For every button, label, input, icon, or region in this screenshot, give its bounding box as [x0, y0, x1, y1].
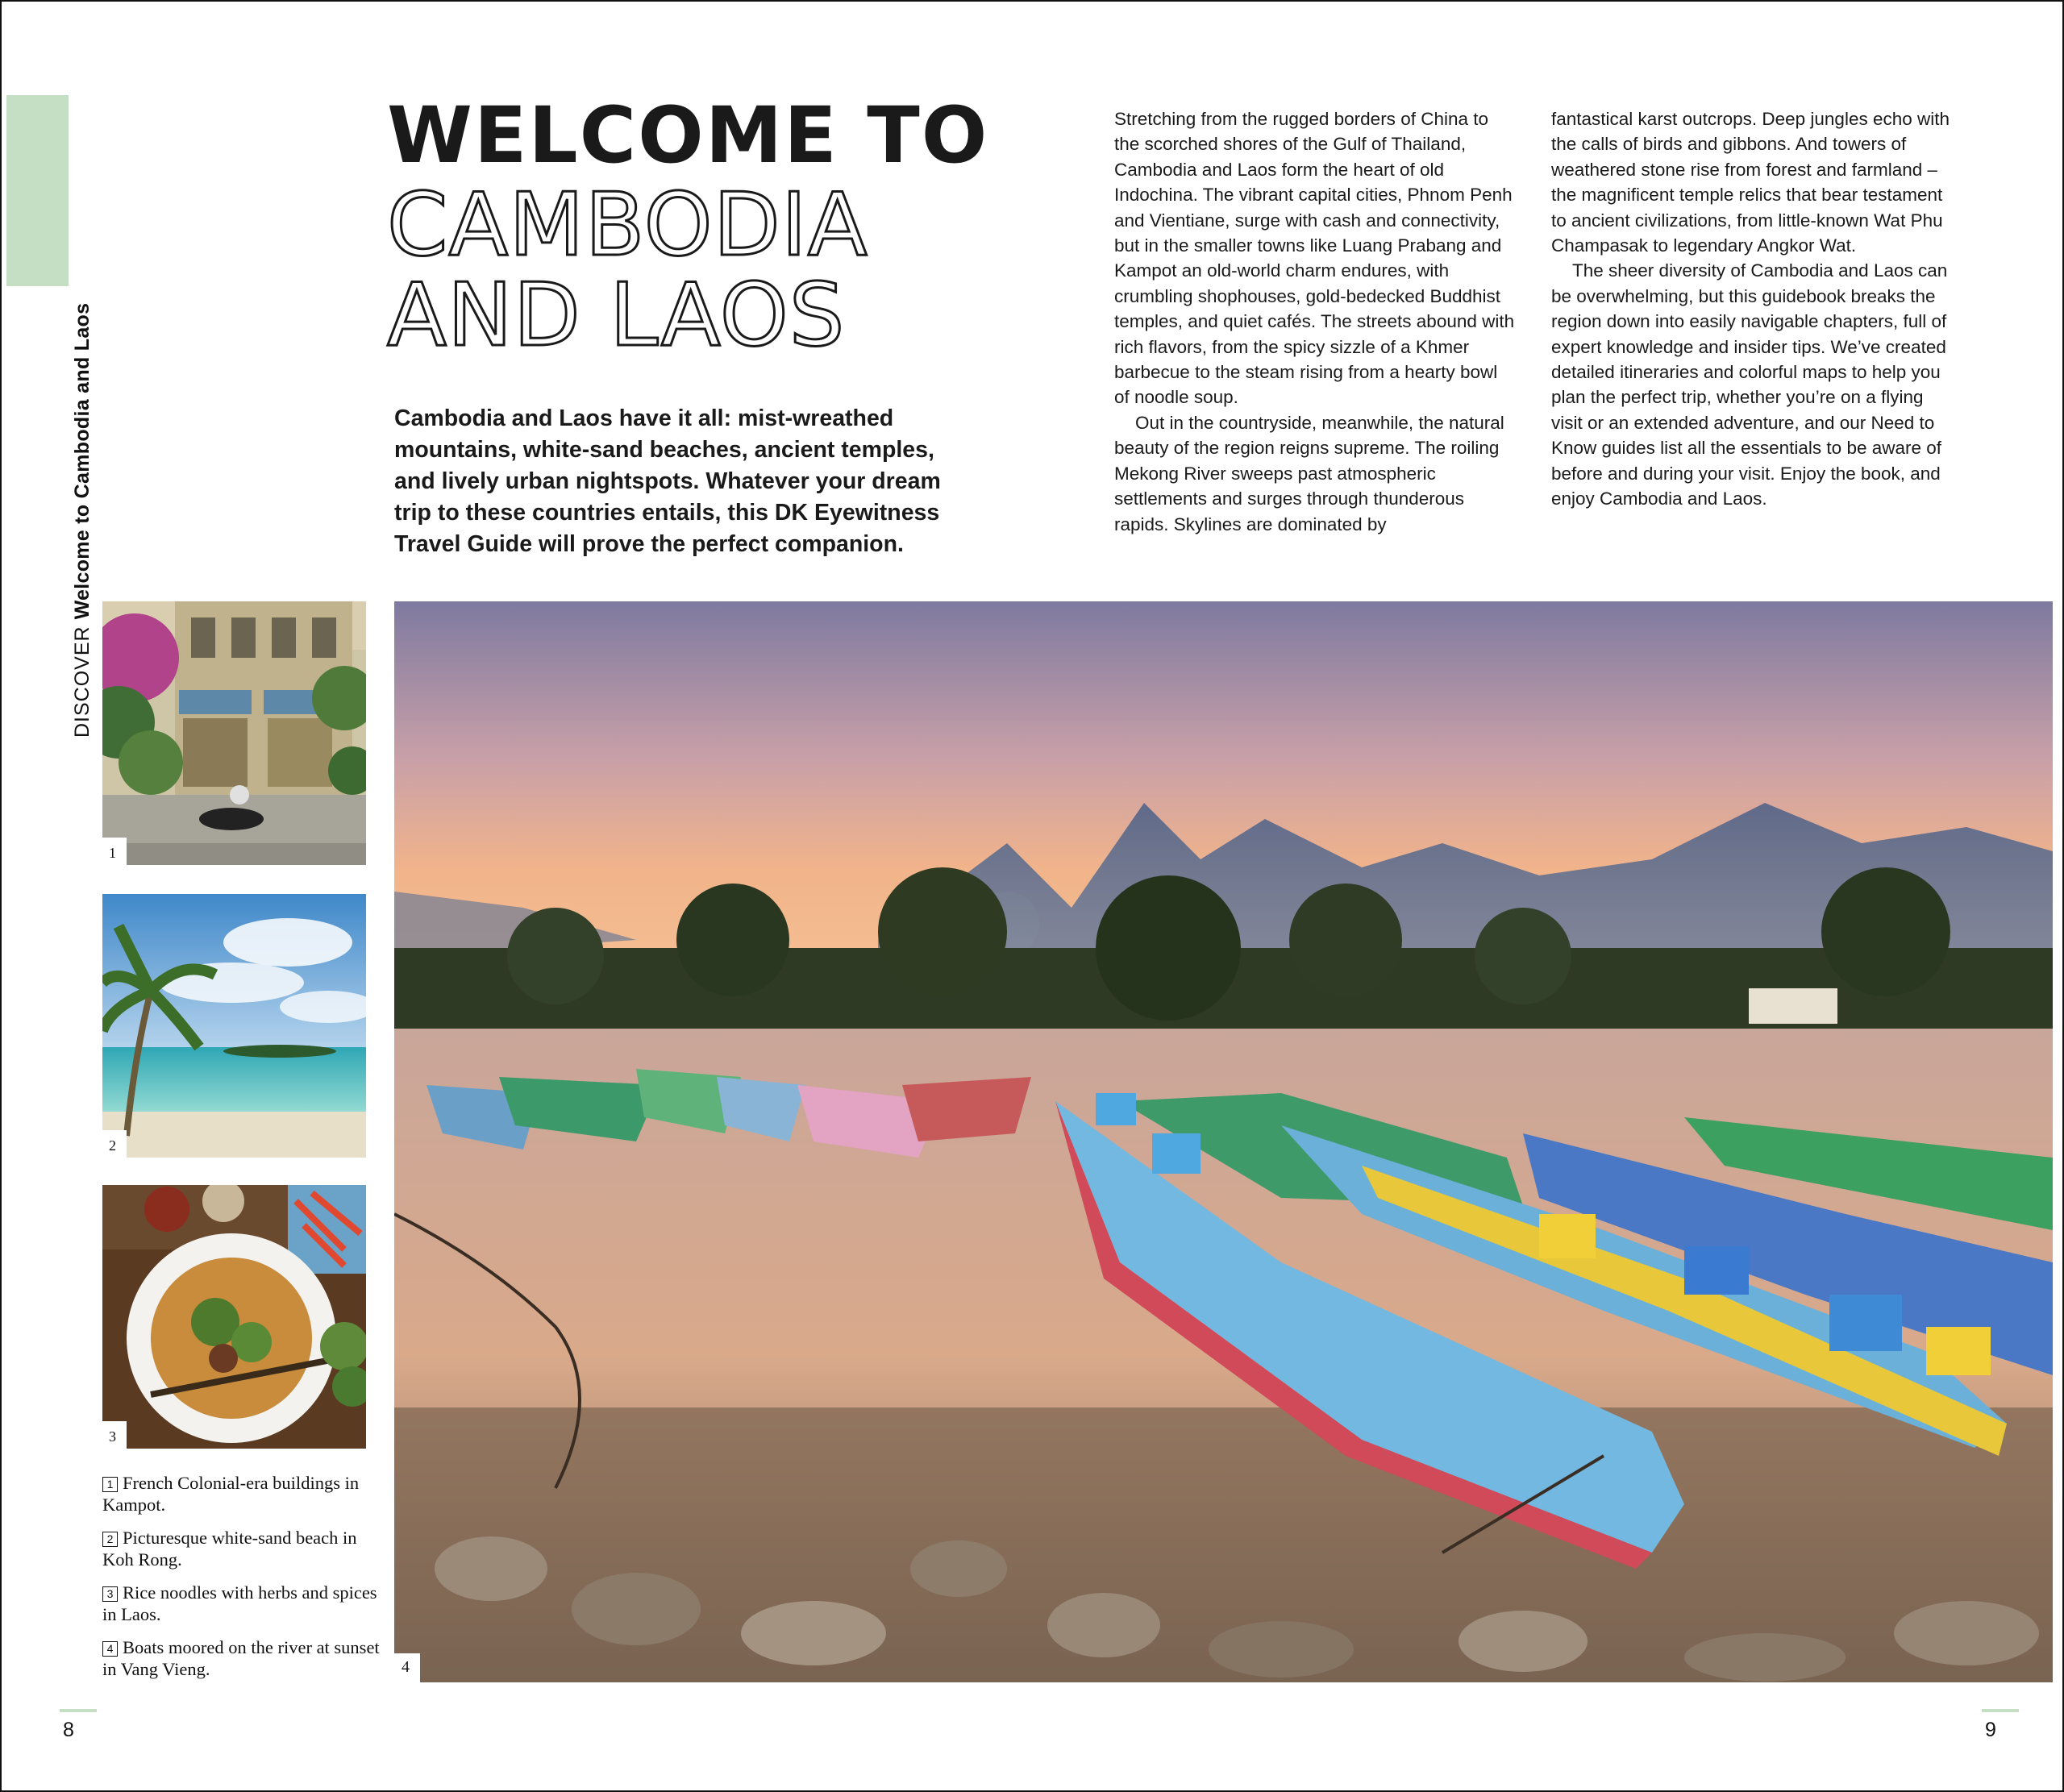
section-label: DISCOVER	[71, 626, 94, 738]
body-column-2	[1551, 106, 1954, 512]
running-header	[71, 303, 94, 738]
title-line-2: CAMBODIA	[387, 175, 868, 276]
photo-number: 3	[109, 1428, 116, 1445]
photo-number: 4	[402, 1658, 410, 1676]
page-number-left	[63, 1719, 74, 1742]
page-number-text: 9	[1985, 1719, 1996, 1741]
body-paragraph: Stretching from the rugged borders of China to the scorched shores of the Gulf of Thailand, Cambodia and Laos form the heart of old Indochina. The vibrant capital cities, Phnom Penh and Vientiane, surge with cash and connectivity, but in the smaller towns like Luang Prabang and Kampot an old-world charm endures, with crumbling shophouses, gold-bedecked Buddhist temples, and quiet cafés. The streets abound with rich flavors, from the spicy sizzle of a Khmer barbecue to the steam rising from a hearty bowl of noodle soup.	[1114, 109, 1515, 408]
caption-1	[102, 1472, 385, 1516]
page-number-right	[1985, 1719, 1996, 1742]
photo-beach	[102, 894, 366, 1158]
caption-text: Boats moored on the river at sunset in Vang Vieng.	[102, 1637, 380, 1679]
photo-colonial-buildings	[102, 601, 366, 865]
body-paragraph: fantastical karst outcrops. Deep jungles echo with the calls of birds and gibbons. And towers of weathered stone rise from forest and farmland – the magnificent temple relics that bear testament to ancient civilizations, from little-known Wat Phu Champasak to legendary Angkor Wat.	[1551, 109, 1950, 256]
photo-captions	[102, 1472, 385, 1691]
intro-paragraph: Cambodia and Laos have it all: mist-wreathed mountains, white-sand beaches, ancient temples, and lively urban nightspots. Whatever your dream trip to these countries entails, this DK Eyewitness Travel Guide will prove the perfect companion.	[394, 405, 941, 557]
photo-number-tag	[102, 1130, 127, 1158]
photo-number: 2	[109, 1137, 116, 1154]
page-number-text: 8	[63, 1719, 74, 1741]
body-paragraph: Out in the countryside, meanwhile, the natural beauty of the region reigns supreme. The roiling Mekong River sweeps past atmospheric settlements and surges through thunderous rapids. Skylines are dominated by	[1114, 412, 1504, 534]
title-line-1: WELCOME TO	[387, 90, 989, 181]
caption-text: French Colonial-era buildings in Kampot.	[102, 1473, 360, 1515]
chapter-label: Welcome to Cambodia and Laos	[71, 302, 94, 620]
caption-text: Picturesque white-sand beach in Koh Rong.	[102, 1528, 357, 1570]
title-line-3: AND LAOS	[387, 265, 846, 366]
caption-4	[102, 1636, 385, 1680]
caption-3	[102, 1582, 385, 1625]
chapter-color-tab	[6, 95, 69, 286]
body-column-1	[1114, 106, 1517, 537]
body-paragraph: The sheer diversity of Cambodia and Laos can be overwhelming, but this guidebook breaks the region down into easily navigable chapters, full of expert knowledge and insider tips. We’ve created detailed itineraries and colorful maps to help you plan the perfect trip, whether you’re on a flying visit or an extended adventure, and our Need to Know guides list all the essentials to be aware of before and during your visit. Enjoy the book, and enjoy Cambodia and Laos.	[1551, 260, 1948, 509]
photo-number-tag	[394, 1653, 420, 1682]
caption-number: 2	[102, 1532, 118, 1547]
photo-noodles	[102, 1185, 366, 1449]
caption-2	[102, 1527, 385, 1570]
photo-number: 1	[109, 845, 116, 861]
page-title	[387, 90, 989, 366]
caption-number: 1	[102, 1477, 118, 1492]
page-number-bar	[1982, 1709, 2019, 1712]
photo-number-tag	[102, 1421, 127, 1449]
photo-boats-sunset	[394, 601, 2053, 1682]
caption-number: 3	[102, 1586, 118, 1602]
photo-number-tag	[102, 838, 127, 865]
caption-text: Rice noodles with herbs and spices in Laos.	[102, 1582, 377, 1624]
caption-number: 4	[102, 1641, 118, 1657]
page-number-bar	[60, 1709, 97, 1712]
